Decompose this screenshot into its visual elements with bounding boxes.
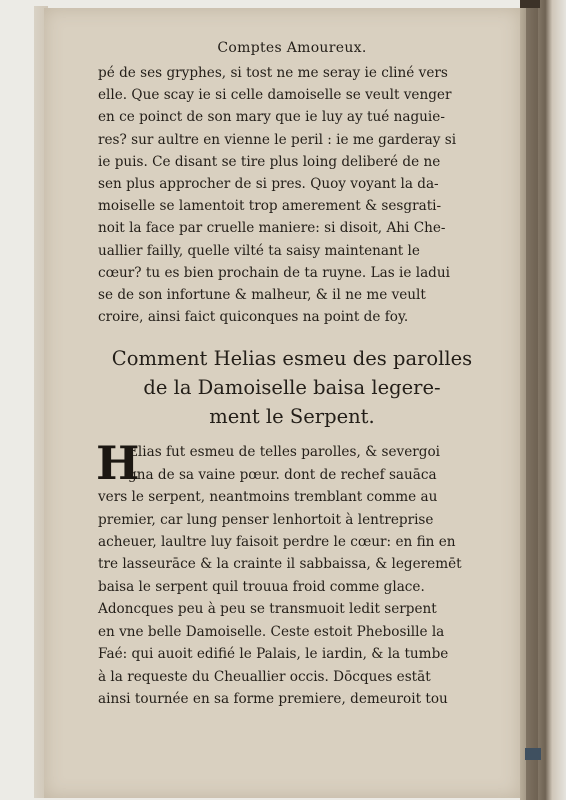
running-head: Comptes Amoureux. <box>217 40 367 56</box>
spine-foot-band <box>525 748 541 760</box>
text-line: en vne belle Damoiselle. Ceste estoit Phebosille la <box>98 623 445 640</box>
paragraph-1 <box>98 62 486 328</box>
chapter-heading <box>98 344 486 431</box>
text-line: Adoncques peu à peu se transmuoit ledit serpent <box>98 601 437 618</box>
text-line: baisa le serpent quil trouua froid comme glace. <box>98 578 425 595</box>
text-line: tre lasseurāce & la crainte il sabbaissa, & legeremēt <box>98 556 462 573</box>
text-line: à la requeste du Cheuallier occis. Dōcques estāt <box>98 668 431 685</box>
heading-line: ment le Serpent. <box>209 405 375 429</box>
text-line: cœur? tu es bien prochain de ta ruyne. Las ie ladui <box>98 264 450 281</box>
text-line: se de son infortune & malheur, & il ne me veult <box>98 287 426 304</box>
text-line: premier, car lung penser lenhortoit à lentreprise <box>98 511 434 528</box>
text-block <box>98 40 486 710</box>
heading-line: de la Damoiselle baisa legere- <box>143 376 441 400</box>
paragraph-2 <box>96 436 486 710</box>
spine-shadow <box>526 0 538 800</box>
text-line: uallier failly, quelle vilté ta saisy maintenant le <box>98 242 420 259</box>
text-line: ainsi tournée en sa forme premiere, demeuroit tou <box>98 690 448 707</box>
text-line: acheuer, laultre luy faisoit perdre le cœur: en fin en <box>98 534 456 551</box>
text-line: sen plus approcher de si pres. Quoy voyant la da- <box>98 176 439 193</box>
text-line: noit la face par cruelle maniere: si disoit, Ahi Che- <box>98 220 446 237</box>
text-line: ie puis. Ce disant se tire plus loing deliberé de ne <box>98 153 441 170</box>
text-line: moiselle se lamentoit trop amerement & sesgrati- <box>98 198 442 215</box>
text-line: en ce poinct de son mary que ie luy ay tué naguie- <box>98 109 445 126</box>
text-line: croire, ainsi faict quiconques na point de foy. <box>98 309 409 326</box>
heading-line: Comment Helias esmeu des parolles <box>111 347 473 371</box>
text-line: pé de ses gryphes, si tost ne me seray ie cliné vers <box>98 65 448 81</box>
text-line: res? sur aultre en vienne le peril : ie me garderay si <box>98 131 457 148</box>
text-line: vers le serpent, neantmoins tremblant comme au <box>98 489 438 506</box>
text-line: Faé: qui auoit edifié le Palais, le iardin, & la tumbe <box>98 646 449 663</box>
text-line: elle. Que scay ie si celle damoiselle se veult venger <box>98 87 452 104</box>
drop-cap: H <box>96 436 140 491</box>
text-line: gna de sa vaine pœur. dont de rechef sauāca <box>128 466 437 483</box>
text-line: Elias fut esmeu de telles parolles, & severgoi <box>128 444 440 461</box>
spine-top-cap <box>520 0 540 8</box>
